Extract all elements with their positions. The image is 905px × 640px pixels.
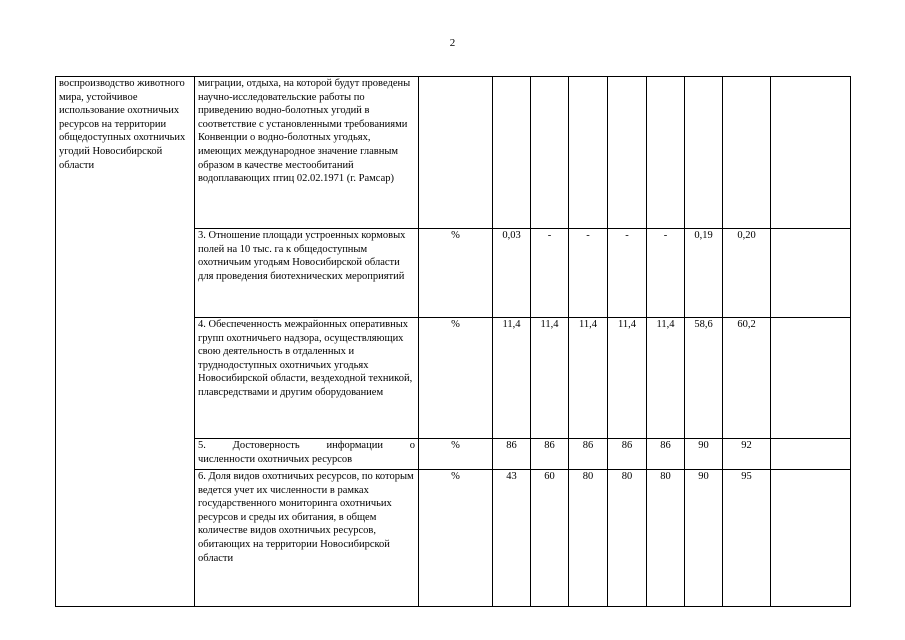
- extra-cell: [771, 229, 851, 318]
- goal-cell: воспроизводство животного мира, устойчивое использование охотничьих ресурсов на территории общедоступных охотничьих угодий Новосибирской области: [56, 77, 195, 607]
- value-cell: 86: [531, 439, 569, 470]
- value-cell: 11,4: [569, 318, 608, 439]
- value-cell: 86: [493, 439, 531, 470]
- value-cell: [569, 77, 608, 229]
- unit-cell: %: [419, 439, 493, 470]
- value-cell: [647, 77, 685, 229]
- unit-cell: %: [419, 229, 493, 318]
- indicator-cell: 4. Обеспеченность межрайонных оперативных групп охотничьего надзора, осуществляющих свою деятельность в отдаленных и труднодоступных охотничьих угодьях Новосибирской области, вездеходной техникой, плавсредствами и другим оборудованием: [195, 318, 419, 439]
- value-cell: 43: [493, 470, 531, 607]
- indicator-cell: 3. Отношение площади устроенных кормовых полей на 10 тыс. га к общедоступным охотничьим угодьям Новосибирской области для проведения биотехнических мероприятий: [195, 229, 419, 318]
- indicator-line: численности охотничьих ресурсов: [198, 453, 353, 465]
- value-cell: 11,4: [531, 318, 569, 439]
- value-cell: 80: [647, 470, 685, 607]
- extra-cell: [771, 439, 851, 470]
- value-cell: 11,4: [647, 318, 685, 439]
- value-cell: 90: [685, 439, 723, 470]
- indicator-line: 5. Достоверность информации о: [198, 440, 415, 451]
- extra-cell: [771, 470, 851, 607]
- value-cell: [685, 77, 723, 229]
- extra-cell: [771, 318, 851, 439]
- value-cell: [723, 77, 771, 229]
- value-cell: [531, 77, 569, 229]
- value-cell: 58,6: [685, 318, 723, 439]
- value-cell: -: [531, 229, 569, 318]
- indicators-table: [55, 76, 851, 607]
- extra-cell: [771, 77, 851, 229]
- table-row: [56, 77, 851, 229]
- value-cell: 0,03: [493, 229, 531, 318]
- value-cell: -: [569, 229, 608, 318]
- value-cell: 60: [531, 470, 569, 607]
- value-cell: 95: [723, 470, 771, 607]
- indicator-cell: миграции, отдыха, на которой будут проведены научно-исследовательские работы по приведению водно-болотных угодий в соответствие с установленными требованиями Конвенции о водно-болотных угодьях, имеющих международное значение главным образом в качестве местообитаний водоплавающих птиц 02.02.1971 (г. Рамсар): [195, 77, 419, 229]
- unit-cell: %: [419, 318, 493, 439]
- value-cell: [493, 77, 531, 229]
- value-cell: 80: [569, 470, 608, 607]
- unit-cell: [419, 77, 493, 229]
- page-number: 2: [449, 37, 456, 49]
- indicator-cell: 6. Доля видов охотничьих ресурсов, по которым ведется учет их численности в рамках государственного мониторинга охотничьих ресурсов и среды их обитания, в общем количестве видов охотничьих ресурсов, обитающих на территории Новосибирской области: [195, 470, 419, 607]
- value-cell: 80: [608, 470, 647, 607]
- value-cell: 0,20: [723, 229, 771, 318]
- indicator-cell: [195, 439, 419, 470]
- value-cell: 92: [723, 439, 771, 470]
- value-cell: 0,19: [685, 229, 723, 318]
- value-cell: -: [647, 229, 685, 318]
- value-cell: -: [608, 229, 647, 318]
- value-cell: 86: [569, 439, 608, 470]
- value-cell: 86: [608, 439, 647, 470]
- value-cell: 60,2: [723, 318, 771, 439]
- value-cell: 11,4: [608, 318, 647, 439]
- unit-cell: %: [419, 470, 493, 607]
- value-cell: 11,4: [493, 318, 531, 439]
- value-cell: 90: [685, 470, 723, 607]
- value-cell: 86: [647, 439, 685, 470]
- value-cell: [608, 77, 647, 229]
